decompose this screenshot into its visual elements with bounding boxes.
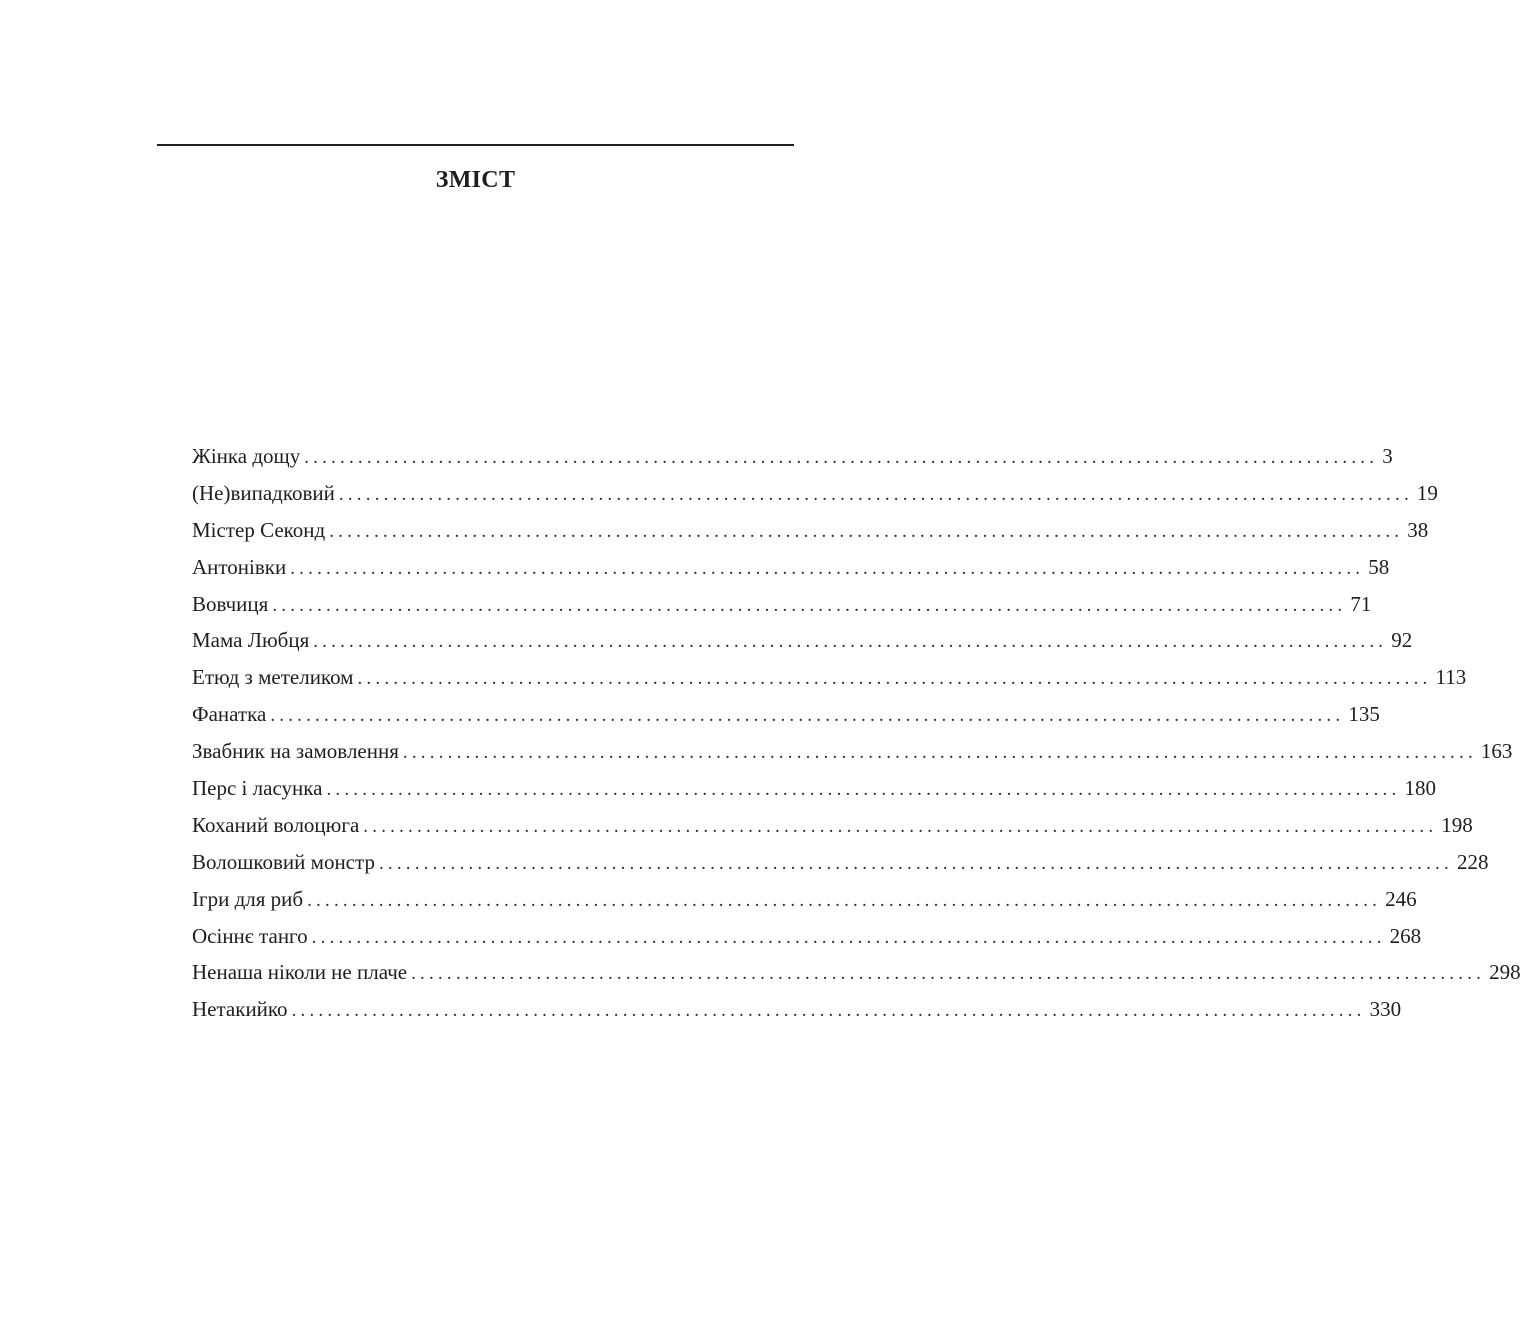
dot-leader: ........................................................................................................................ bbox=[378, 852, 1453, 874]
toc-entry-title: Жінка дощу bbox=[192, 444, 301, 468]
toc-entry-title: Коханий волоцюга bbox=[192, 812, 360, 837]
toc-entry[interactable] bbox=[192, 624, 1413, 661]
table-of-contents bbox=[192, 440, 1521, 1030]
toc-entry[interactable] bbox=[192, 735, 1513, 772]
toc-entry[interactable] bbox=[192, 920, 1422, 957]
dot-leader: ........................................................................................................................ bbox=[270, 705, 1345, 727]
toc-entry[interactable] bbox=[192, 440, 1393, 477]
toc-entry-title: Ігри для риб bbox=[192, 886, 304, 911]
toc-entry-page: 330 bbox=[1369, 997, 1402, 1022]
toc-entry[interactable] bbox=[192, 772, 1436, 809]
toc-entry-title: Перс і ласунка bbox=[192, 776, 323, 801]
toc-entry[interactable] bbox=[192, 477, 1438, 514]
toc-entry-page: 92 bbox=[1391, 628, 1413, 653]
toc-entry[interactable] bbox=[192, 883, 1417, 920]
dot-leader: ........................................................................................................................ bbox=[338, 483, 1413, 505]
toc-entry-title: Вовчиця bbox=[192, 591, 269, 616]
toc-entry[interactable] bbox=[192, 809, 1473, 846]
dot-leader: ........................................................................................................................ bbox=[402, 742, 1477, 764]
toc-entry-page: 19 bbox=[1416, 480, 1438, 505]
toc-entry-title: Нетакийко bbox=[192, 997, 288, 1022]
toc-entry-page: 3 bbox=[1382, 444, 1393, 468]
toc-entry[interactable] bbox=[192, 846, 1489, 883]
toc-entry[interactable] bbox=[192, 993, 1402, 1030]
toc-entry-title: Звабник на замовлення bbox=[192, 739, 399, 764]
toc-entry-page: 228 bbox=[1456, 849, 1489, 874]
toc-entry[interactable] bbox=[192, 588, 1372, 625]
toc-entry-title: Волошковий монстр bbox=[192, 849, 375, 874]
toc-entry[interactable] bbox=[192, 698, 1380, 735]
toc-entry-title: Етюд з метеликом bbox=[192, 665, 354, 690]
dot-leader: ........................................................................................................................ bbox=[311, 926, 1386, 948]
header-rule bbox=[157, 144, 794, 146]
toc-entry-page: 298 bbox=[1489, 960, 1521, 985]
toc-entry-page: 38 bbox=[1407, 517, 1429, 542]
page-title: ЗМІСТ bbox=[435, 167, 516, 193]
dot-leader: ........................................................................................................................ bbox=[307, 889, 1382, 911]
dot-leader: ........................................................................................................................ bbox=[363, 815, 1438, 837]
toc-entry-page: 113 bbox=[1435, 665, 1467, 690]
dot-leader: ........................................................................................................................ bbox=[304, 447, 1379, 468]
toc-entry-title: (Не)випадковий bbox=[192, 480, 335, 505]
dot-leader: ........................................................................................................................ bbox=[326, 779, 1401, 801]
toc-entry-title: Антонівки bbox=[192, 554, 287, 579]
toc-entry-page: 198 bbox=[1441, 812, 1473, 837]
toc-entry-page: 163 bbox=[1480, 739, 1513, 764]
dot-leader: ........................................................................................................................ bbox=[272, 594, 1347, 616]
toc-entry-page: 58 bbox=[1368, 554, 1390, 579]
dot-leader: ........................................................................................................................ bbox=[329, 520, 1404, 542]
toc-entry[interactable] bbox=[192, 514, 1429, 551]
toc-entry-page: 180 bbox=[1404, 776, 1436, 801]
dot-leader: ........................................................................................................................ bbox=[290, 557, 1365, 579]
dot-leader: ........................................................................................................................ bbox=[291, 1000, 1366, 1022]
toc-entry[interactable] bbox=[192, 551, 1390, 588]
dot-leader: ........................................................................................................................ bbox=[313, 631, 1388, 653]
toc-entry-title: Фанатка bbox=[192, 702, 267, 727]
toc-entry-title: Осіннє танго bbox=[192, 923, 308, 948]
toc-entry-page: 246 bbox=[1385, 886, 1417, 911]
toc-entry[interactable] bbox=[192, 661, 1467, 698]
toc-entry-page: 268 bbox=[1389, 923, 1422, 948]
toc-entry-page: 135 bbox=[1348, 702, 1380, 727]
toc-entry-title: Містер Секонд bbox=[192, 517, 326, 542]
dot-leader: ........................................................................................................................ bbox=[357, 668, 1432, 690]
toc-entry[interactable] bbox=[192, 956, 1521, 993]
toc-entry-title: Ненаша ніколи не плаче bbox=[192, 960, 408, 985]
toc-entry-page: 71 bbox=[1350, 591, 1372, 616]
dot-leader: ........................................................................................................................ bbox=[411, 963, 1486, 985]
toc-entry-title: Мама Любця bbox=[192, 628, 310, 653]
